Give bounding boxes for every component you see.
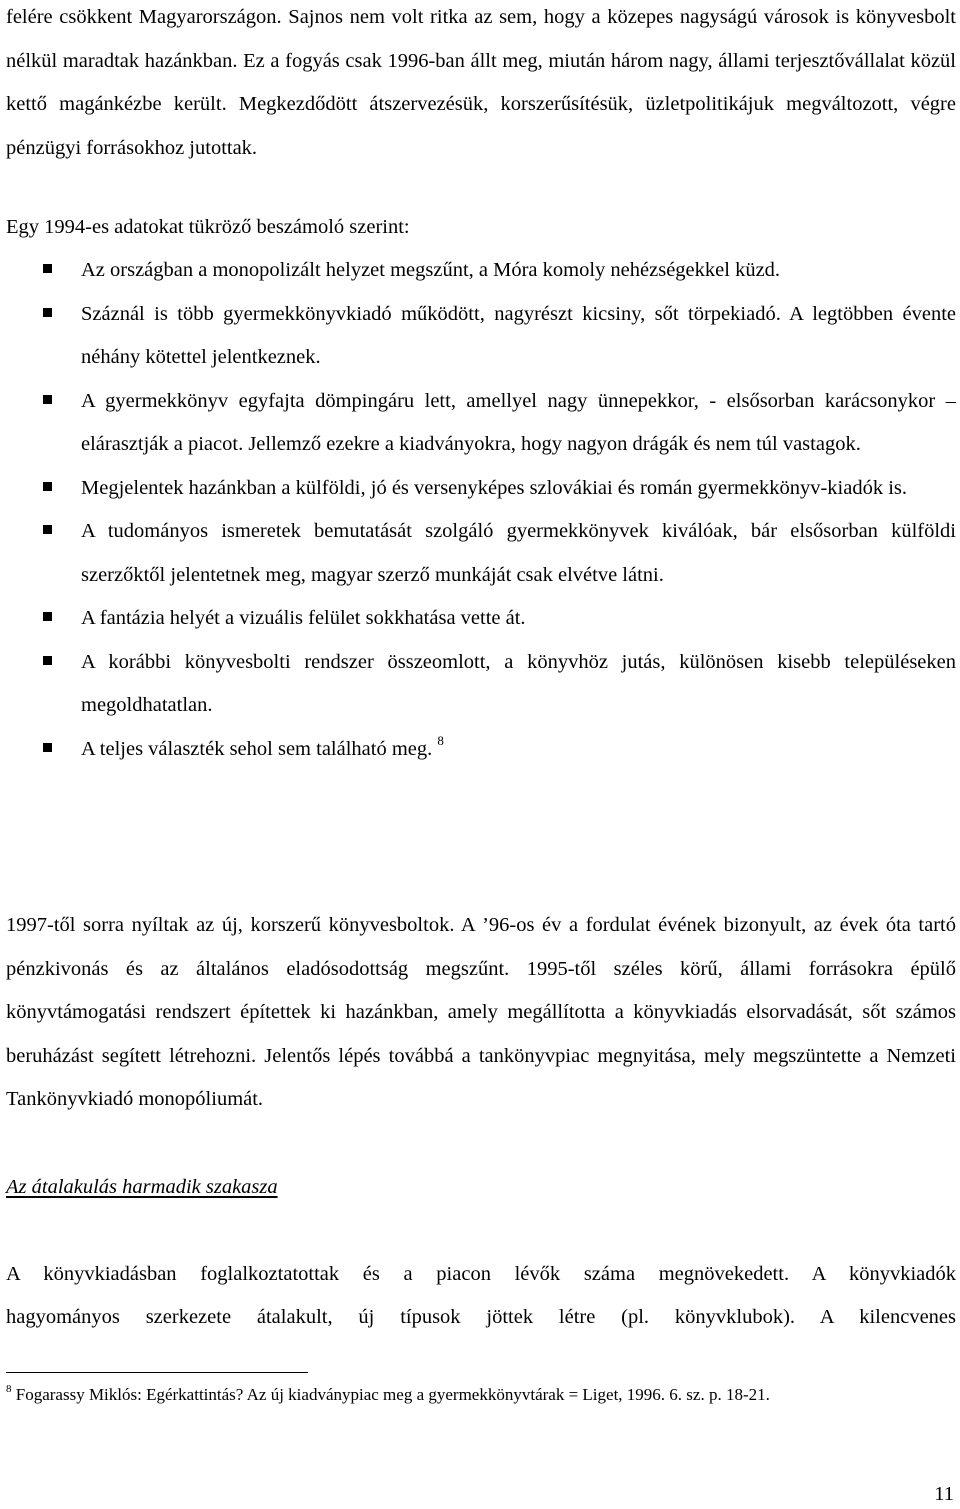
section-paragraph-line-2: hagyományos szerkezete átalakult, új típusok jöttek létre (pl. könyvklubok). A kilencvenes — [6, 1306, 956, 1328]
page-number: 11 — [934, 1483, 954, 1505]
square-bullet-icon — [43, 743, 52, 752]
footnote-text: Fogarassy Miklós: Egérkattintás? Az új kiadványpiac meg a gyermekkönyvtárak = Liget, 1996. 6. sz. p. 18-21. — [15, 1385, 770, 1404]
report-intro-line: Egy 1994-es adatokat tükröző beszámoló szerint: — [6, 216, 410, 238]
bullet-text: A tudományos ismeretek bemutatását szolgáló gyermekkönyvek kiválóak, bár elsősorban külföldi szerzőktől jelentetnek meg, magyar szerző munkáját csak elvétve látni. — [81, 520, 956, 586]
bullet-item-7 — [6, 641, 956, 728]
bullet-text: A teljes választék sehol sem található meg. — [81, 737, 433, 760]
bullet-item-1 — [6, 249, 956, 293]
footnote — [6, 1381, 956, 1409]
square-bullet-icon — [43, 395, 52, 404]
bullet-item-6 — [6, 597, 956, 641]
findings-bullet-list — [6, 249, 956, 771]
footnote-number: 8 — [6, 1383, 12, 1395]
square-bullet-icon — [43, 482, 52, 491]
bullet-item-5 — [6, 510, 956, 597]
bullet-text: A fantázia helyét a vizuális felület sokkhatása vette át. — [81, 607, 526, 629]
bullet-text: A gyermekkönyv egyfajta dömpingáru lett, amellyel nagy ünnepekkor, - elsősorban karácsonykor – elárasztják a piacot. Jellemző ezekre a kiadványokra, hogy nagyon drágák és nem túl vastagok. — [81, 389, 956, 455]
footnote-separator — [6, 1372, 308, 1373]
bullet-item-8 — [6, 728, 956, 772]
section-paragraph-line-1: A könyvkiadásban foglalkoztatottak és a piacon lévők száma megnövekedett. A könyvkiadók — [6, 1263, 956, 1285]
square-bullet-icon — [43, 308, 52, 317]
bullet-item-2 — [6, 293, 956, 380]
bullet-item-4 — [6, 467, 956, 511]
square-bullet-icon — [43, 612, 52, 621]
bullet-text: Száznál is több gyermekkönyvkiadó működött, nagyrészt kicsiny, sőt törpekiadó. A legtöbben évente néhány kötettel jelentkeznek. — [81, 302, 956, 368]
intro-paragraph: felére csökkent Magyarországon. Sajnos nem volt ritka az sem, hogy a közepes nagyságú városok is könyvesbolt nélkül maradtak hazánkban. Ez a fogyás csak 1996-ban állt meg, miután három nagy, állami terjesztővállalat közül kettő magánkézbe került. Megkezdődött átszervezésük, korszerűsítésük, üzletpolitikájuk megváltozott, végre pénzügyi forrásokhoz jutottak. — [6, 6, 956, 159]
bullet-text: A korábbi könyvesbolti rendszer összeomlott, a könyvhöz jutás, különösen kisebb településeken megoldhatatlan. — [81, 650, 956, 716]
body-paragraph-1997: 1997-től sorra nyíltak az új, korszerű könyvesboltok. A ’96-os év a fordulat évének bizonyult, az évek óta tartó pénzkivonás és az általános eladósodottság megszűnt. 1995-től széles körű, állami forrásokra épülő könyvtámogatási rendszert építettek ki hazánkban, amely megállította a könyvkiadás elsorvadását, sőt számos beruházást segített létrehozni. Jelentős lépés továbbá a tankönyvpiac megnyitása, mely megszüntette a Nemzeti Tankönyvkiadó monopóliumát. — [6, 914, 956, 1110]
square-bullet-icon — [43, 656, 52, 665]
bullet-text: Megjelentek hazánkban a külföldi, jó és versenyképes szlovákiai és román gyermekkönyv-kiadók is. — [81, 476, 908, 499]
square-bullet-icon — [43, 264, 52, 273]
bullet-item-3 — [6, 380, 956, 467]
section-heading: Az átalakulás harmadik szakasza — [6, 1176, 278, 1198]
footnote-reference[interactable]: 8 — [437, 732, 444, 748]
square-bullet-icon — [43, 525, 52, 534]
bullet-text: Az országban a monopolizált helyzet megszűnt, a Móra komoly nehézségekkel küzd. — [81, 259, 781, 281]
